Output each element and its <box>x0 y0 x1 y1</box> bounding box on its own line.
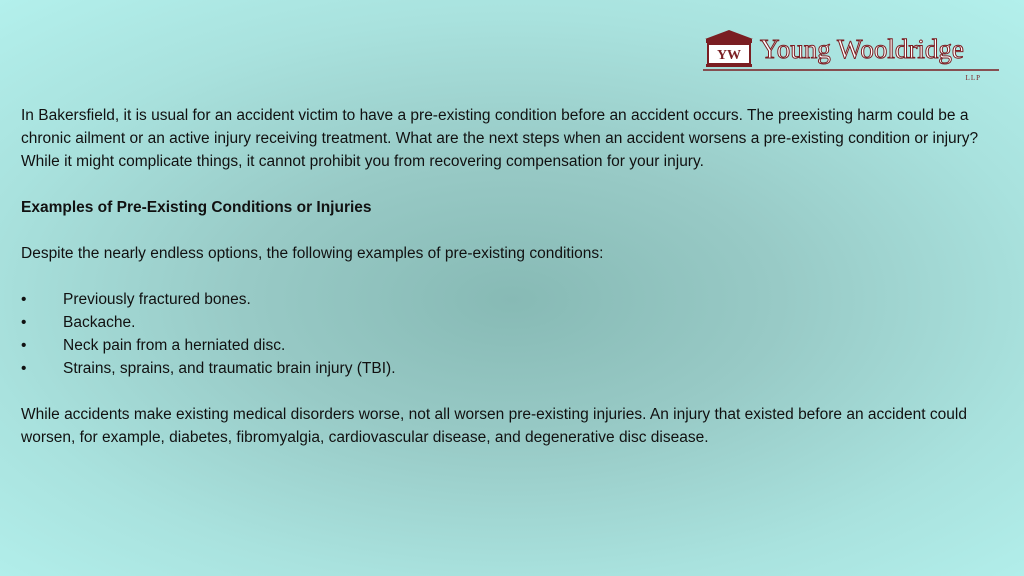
logo-suffix: LLP <box>965 74 981 82</box>
bullet-marker: • <box>21 314 27 331</box>
list-item <box>21 357 1006 380</box>
list-item <box>21 311 1006 334</box>
section-heading: Examples of Pre-Existing Conditions or Injuries <box>21 199 372 216</box>
conditions-list <box>21 288 1006 380</box>
list-item-text: Previously fractured bones. <box>63 291 251 308</box>
young-wooldridge-logo <box>703 28 1003 84</box>
lead-paragraph: Despite the nearly endless options, the following examples of pre-existing conditions: <box>21 245 604 262</box>
logo-monogram: YW <box>716 48 742 63</box>
bullet-marker: • <box>21 360 27 377</box>
bullet-marker: • <box>21 337 27 354</box>
intro-paragraph: In Bakersfield, it is usual for an accident victim to have a pre-existing condition before an accident occurs. The preexisting harm could be a chronic ailment or an active injury receiving treatment. What are the next steps when an accident worsens a pre-existing condition or injury? While it might complicate things, it cannot prohibit you from recovering compensation for your injury. <box>21 107 979 170</box>
logo-roof-shape <box>705 30 753 39</box>
list-item-text: Neck pain from a herniated disc. <box>63 337 286 354</box>
list-item <box>21 288 1006 311</box>
closing-paragraph: While accidents make existing medical disorders worse, not all worsen pre-existing injuries. An injury that existed before an accident could worsen, for example, diabetes, fibromyalgia, cardiovascular disease, and degenerative disc disease. <box>21 406 967 446</box>
logo-wordmark: Young Wooldridge <box>760 34 964 64</box>
list-item-text: Strains, sprains, and traumatic brain injury (TBI). <box>63 360 396 377</box>
list-item <box>21 334 1006 357</box>
list-item-text: Backache. <box>63 314 136 331</box>
bullet-marker: • <box>21 291 27 308</box>
article-body <box>21 104 1006 449</box>
